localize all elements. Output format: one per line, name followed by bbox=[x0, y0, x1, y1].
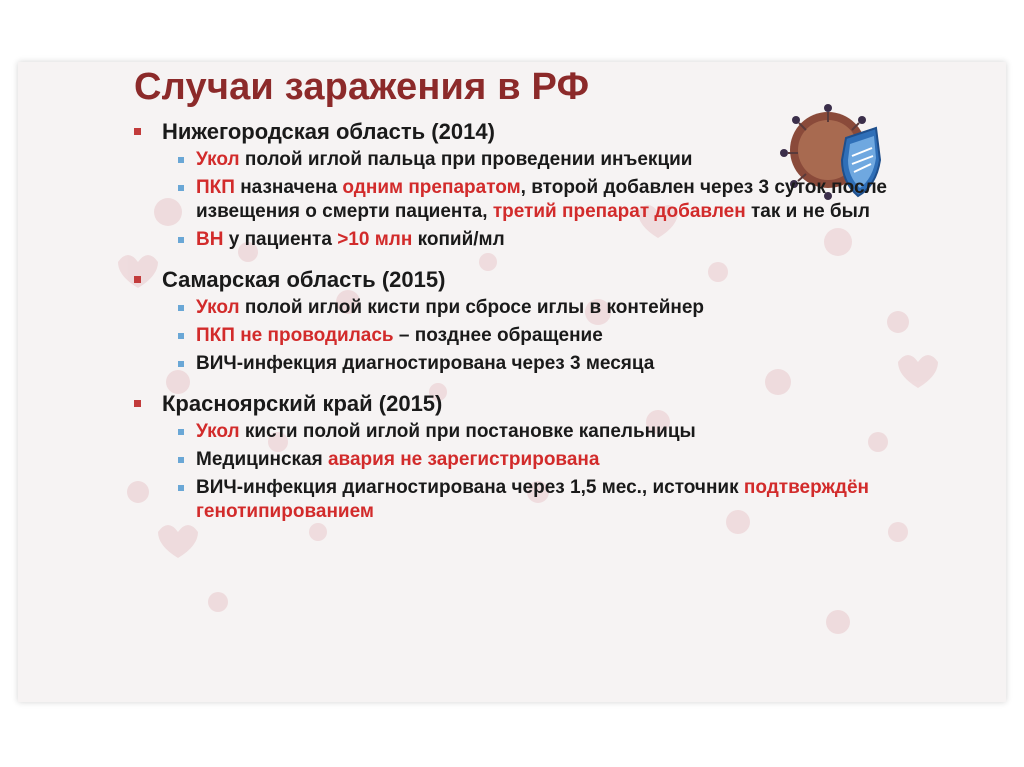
list-item: ВИЧ-инфекция диагностирована через 3 месяца bbox=[134, 352, 894, 376]
bullet-square bbox=[134, 400, 141, 407]
page-title: Случаи заражения в РФ bbox=[134, 66, 590, 108]
list-item: Укол полой иглой кисти при сбросе иглы в контейнер bbox=[134, 296, 894, 320]
bullet-square bbox=[134, 128, 141, 135]
section-heading: Самарская область (2015) bbox=[134, 266, 894, 294]
bullet-square bbox=[178, 185, 184, 191]
section-heading: Нижегородская область (2014) bbox=[134, 118, 894, 146]
bullet-square bbox=[178, 237, 184, 243]
list-item: ПКП не проводилась – позднее обращение bbox=[134, 324, 894, 348]
bullet-square bbox=[178, 457, 184, 463]
bullet-square bbox=[178, 429, 184, 435]
list-item: ВИЧ-инфекция диагностирована через 1,5 мес., источник подтверждён генотипированием bbox=[134, 476, 894, 524]
bullet-square bbox=[178, 157, 184, 163]
bullet-square bbox=[134, 276, 141, 283]
section-nizhny-novgorod bbox=[134, 118, 894, 252]
list-item: Медицинская авария не зарегистрирована bbox=[134, 448, 894, 472]
content bbox=[134, 118, 894, 538]
bullet-square bbox=[178, 361, 184, 367]
section-krasnoyarsk bbox=[134, 390, 894, 524]
section-samara bbox=[134, 266, 894, 376]
bullet-square bbox=[178, 485, 184, 491]
bullet-square bbox=[178, 333, 184, 339]
list-item: ПКП назначена одним препаратом, второй добавлен через 3 суток после извещения о смерти пациента, третий препарат добавлен так и не был bbox=[134, 176, 894, 224]
list-item: Укол полой иглой пальца при проведении инъекции bbox=[134, 148, 894, 172]
list-item: ВН у пациента >10 млн копий/мл bbox=[134, 228, 894, 252]
section-heading: Красноярский край (2015) bbox=[134, 390, 894, 418]
list-item: Укол кисти полой иглой при постановке капельницы bbox=[134, 420, 894, 444]
bullet-square bbox=[178, 305, 184, 311]
